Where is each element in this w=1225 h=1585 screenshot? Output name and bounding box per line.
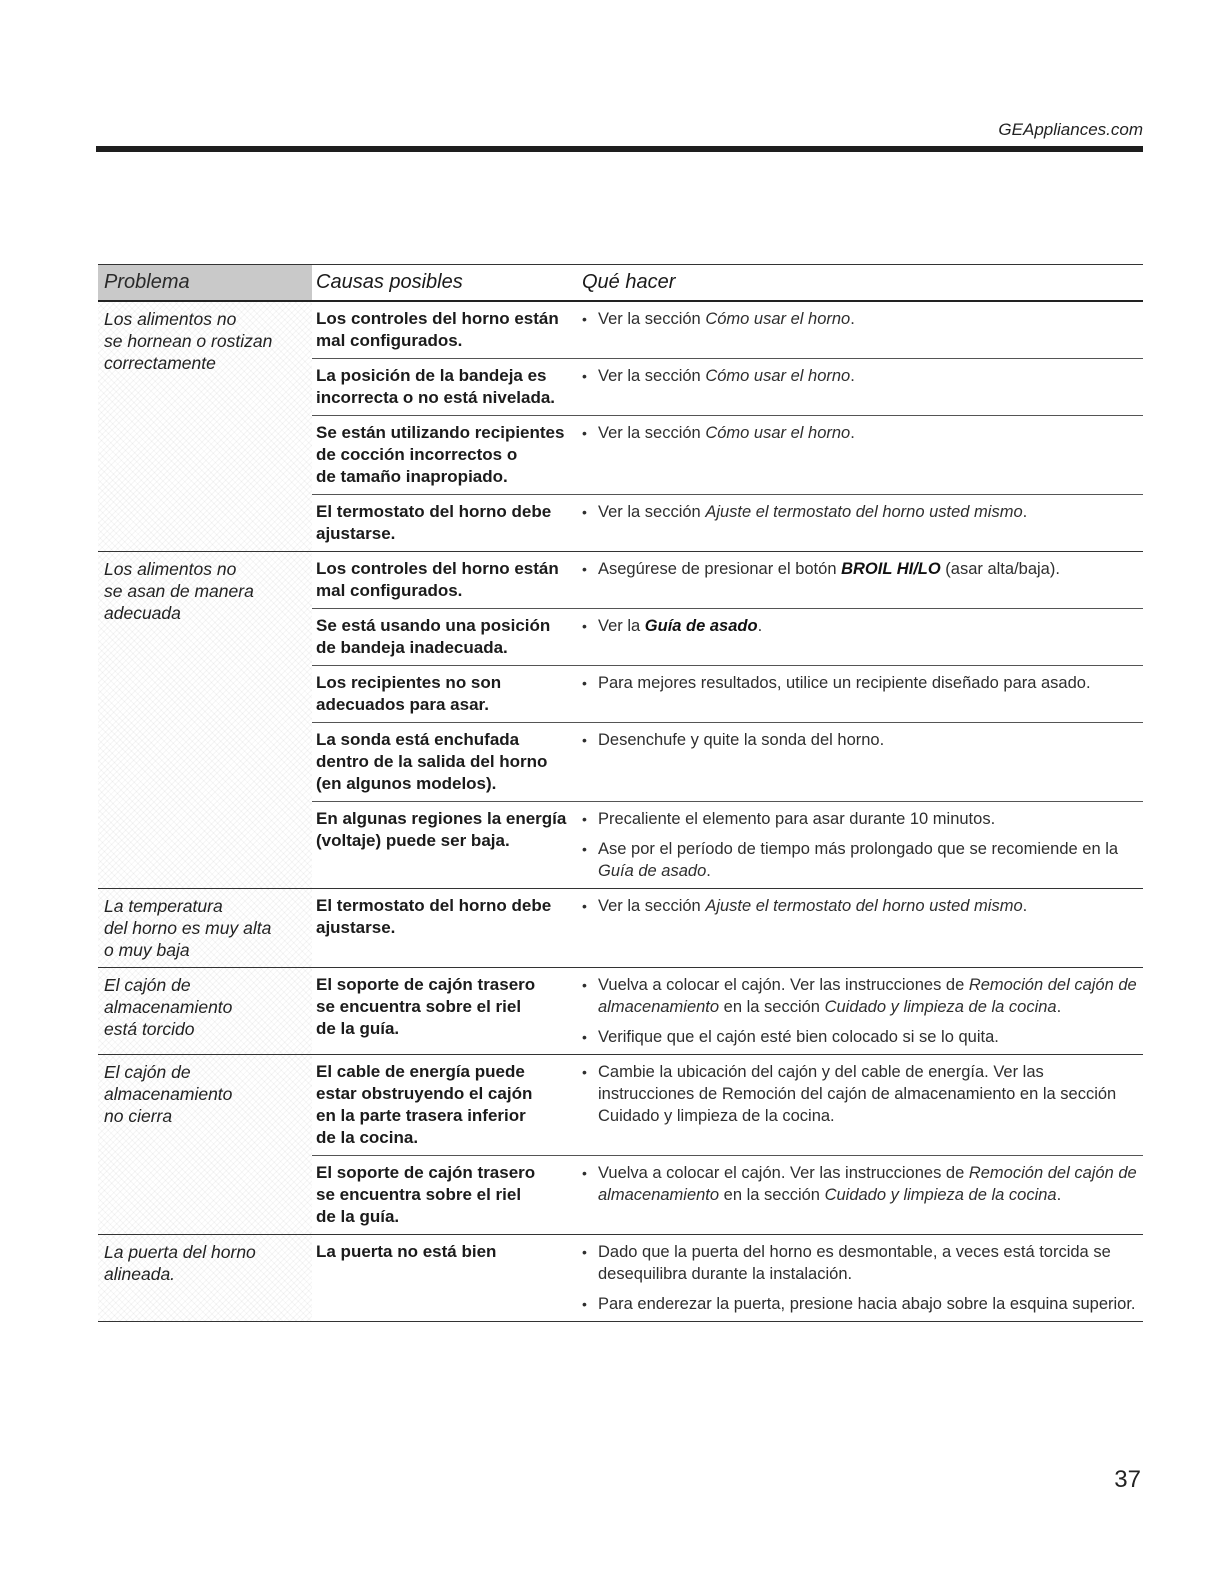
todo-text-part: Para enderezar la puerta, presione hacia abajo sobre la esquina superior. <box>598 1295 1136 1313</box>
todo-text-part: Remoción del cajón de almacenamiento <box>598 1164 1137 1204</box>
problem-group <box>98 968 1143 1055</box>
cause-rows <box>312 1055 1143 1234</box>
column-header-causes: Causas posibles <box>316 271 463 293</box>
problem-text: se asan de manera <box>104 581 254 601</box>
cause-cell <box>312 1235 582 1321</box>
todo-text <box>598 615 762 637</box>
todo-text-part: Ver la sección <box>598 424 706 442</box>
todo-cell <box>582 416 1143 494</box>
todo-text-part: . <box>850 310 855 328</box>
cause-cell <box>312 802 582 888</box>
problem-cell <box>98 302 312 551</box>
todo-item <box>582 615 1139 637</box>
cause-text: En algunas regiones la energía <box>316 809 567 828</box>
problem-text: se hornean o rostizan <box>104 331 273 351</box>
bullet-icon: • <box>582 811 587 827</box>
cause-text: en la parte trasera inferior <box>316 1106 526 1125</box>
cause-text: de cocción incorrectos o <box>316 445 518 464</box>
bullet-icon: • <box>582 504 587 520</box>
todo-text-part: Guía de asado <box>644 617 758 635</box>
cause-cell <box>312 609 582 665</box>
todo-text-part: Cómo usar el horno <box>705 367 851 385</box>
todo-text-part: . <box>1022 897 1028 915</box>
problem-text: o muy baja <box>104 940 190 960</box>
cause-cell <box>312 495 582 551</box>
todo-item <box>582 1061 1139 1127</box>
todo-text-part: en la sección <box>719 998 825 1016</box>
cause-text: Se están utilizando recipientes <box>316 423 565 442</box>
table-row <box>312 358 1143 415</box>
todo-item <box>582 422 1139 444</box>
todo-text <box>598 501 1027 523</box>
cause-cell <box>312 968 582 1054</box>
todo-item <box>582 1241 1139 1285</box>
todo-text <box>598 895 1027 917</box>
troubleshooting-table <box>98 264 1143 1322</box>
todo-text <box>598 1293 1136 1315</box>
problem-cell <box>98 1055 312 1234</box>
todo-text-part: Ver la sección <box>598 503 706 521</box>
cause-text: La posición de la bandeja es <box>316 366 547 385</box>
todo-text-part: . <box>1056 998 1062 1016</box>
todo-cell <box>582 1156 1143 1234</box>
bullet-icon: • <box>582 977 587 993</box>
bullet-icon: • <box>582 732 587 748</box>
todo-item <box>582 1293 1139 1315</box>
problem-group <box>98 1055 1143 1235</box>
problem-text: La puerta del horno <box>104 1242 256 1262</box>
cause-text: Se está usando una posición <box>316 616 551 635</box>
todo-text <box>598 1241 1139 1285</box>
todo-text-part: Para mejores resultados, utilice un recipiente diseñado para asado. <box>598 674 1091 692</box>
todo-cell <box>582 552 1143 608</box>
cause-text: dentro de la salida del horno <box>316 752 548 771</box>
cause-rows <box>312 968 1143 1054</box>
cause-text: se encuentra sobre el riel <box>316 1185 522 1204</box>
cause-rows <box>312 302 1143 551</box>
todo-cell <box>582 1055 1143 1155</box>
table-row <box>312 665 1143 722</box>
table-row <box>312 1055 1143 1155</box>
todo-text-part: . <box>850 367 855 385</box>
table-body <box>98 302 1143 1322</box>
table-row <box>312 1155 1143 1234</box>
todo-text <box>598 308 855 330</box>
cause-text: El soporte de cajón trasero <box>316 1163 536 1182</box>
todo-text-part: Vuelva a colocar el cajón. Ver las instrucciones de <box>598 976 969 994</box>
bullet-icon: • <box>582 1296 587 1312</box>
todo-text-part: Ver la <box>598 617 645 635</box>
cause-cell <box>312 723 582 801</box>
bullet-icon: • <box>582 841 587 857</box>
cause-text: El soporte de cajón trasero <box>316 975 536 994</box>
todo-text-part: . <box>1056 1186 1062 1204</box>
table-row <box>312 968 1143 1054</box>
table-header <box>98 264 1143 302</box>
cause-text: El cable de energía puede <box>316 1062 525 1081</box>
problem-text: El cajón de <box>104 1062 191 1082</box>
todo-item <box>582 895 1139 917</box>
cause-text: de tamaño inapropiado. <box>316 467 508 486</box>
todo-cell <box>582 609 1143 665</box>
cause-cell <box>312 359 582 415</box>
site-url: GEAppliances.com <box>998 120 1143 139</box>
todo-item <box>582 501 1139 523</box>
problem-text: correctamente <box>104 353 216 373</box>
bullet-icon: • <box>582 1029 587 1045</box>
todo-cell <box>582 495 1143 551</box>
bullet-icon: • <box>582 561 587 577</box>
todo-item <box>582 365 1139 387</box>
todo-text-part: Vuelva a colocar el cajón. Ver las instrucciones de <box>598 1164 969 1182</box>
todo-text-part: Ver la sección <box>598 897 706 915</box>
problem-text: almacenamiento <box>104 997 233 1017</box>
todo-cell <box>582 968 1143 1054</box>
todo-text-part: Ase por el período de tiempo más prolongado que se recomiende en la <box>598 840 1119 858</box>
cause-text: de bandeja inadecuada. <box>316 638 508 657</box>
todo-text-part: . <box>850 424 855 442</box>
todo-text-part: Cómo usar el horno <box>705 424 851 442</box>
todo-cell <box>582 802 1143 888</box>
problem-text: no cierra <box>104 1106 173 1126</box>
cause-cell <box>312 889 582 945</box>
page-number: 37 <box>1114 1466 1141 1493</box>
todo-cell <box>582 889 1143 945</box>
problem-group <box>98 302 1143 552</box>
cause-text: estar obstruyendo el cajón <box>316 1084 533 1103</box>
todo-text-part: . <box>1022 503 1028 521</box>
cause-text: La puerta no está bien <box>316 1242 497 1261</box>
todo-item <box>582 808 1139 830</box>
problem-cell <box>98 889 312 967</box>
bullet-icon: • <box>582 425 587 441</box>
todo-text-part: Verifique que el cajón esté bien colocado si se lo quita. <box>598 1028 999 1046</box>
todo-text-part: Desenchufe y quite la sonda del horno. <box>598 731 885 749</box>
problem-text: adecuada <box>104 603 181 623</box>
cause-text: adecuados para asar. <box>316 695 489 714</box>
cause-text: de la cocina. <box>316 1128 419 1147</box>
problem-cell <box>98 1235 312 1321</box>
cause-text: (en algunos modelos). <box>316 774 497 793</box>
problem-cell <box>98 968 312 1054</box>
cause-text: Los controles del horno están <box>316 559 559 578</box>
todo-text <box>598 558 1060 580</box>
todo-item <box>582 558 1139 580</box>
cause-cell <box>312 1055 582 1155</box>
todo-text <box>598 365 855 387</box>
problem-group <box>98 1235 1143 1322</box>
cause-cell <box>312 416 582 494</box>
table-row <box>312 801 1143 888</box>
cause-text: mal configurados. <box>316 581 463 600</box>
todo-cell <box>582 666 1143 722</box>
todo-cell <box>582 723 1143 801</box>
cause-text: Los recipientes no son <box>316 673 502 692</box>
bullet-icon: • <box>582 618 587 634</box>
problem-group <box>98 552 1143 889</box>
cause-cell <box>312 552 582 608</box>
todo-text-part: Cuidado y limpieza de la cocina <box>824 1186 1057 1204</box>
todo-item <box>582 1026 1139 1048</box>
todo-text-part: BROIL HI/LO <box>841 560 941 578</box>
todo-text <box>598 1162 1139 1206</box>
cause-text: se encuentra sobre el riel <box>316 997 522 1016</box>
cause-cell <box>312 302 582 358</box>
bullet-icon: • <box>582 1244 587 1260</box>
table-row <box>312 552 1143 608</box>
problem-text: alineada. <box>104 1264 176 1284</box>
bullet-icon: • <box>582 1165 587 1181</box>
todo-item <box>582 838 1139 882</box>
bullet-icon: • <box>582 675 587 691</box>
todo-text-part: (asar alta/baja). <box>940 560 1060 578</box>
todo-text-part: Cuidado y limpieza de la cocina <box>824 998 1057 1016</box>
todo-item <box>582 729 1139 751</box>
todo-text-part: Guía de asado <box>598 862 707 880</box>
todo-text-part: Ver la sección <box>598 367 706 385</box>
todo-text-part: Ver la sección <box>598 310 706 328</box>
column-header-problem: Problema <box>98 265 312 300</box>
column-header-todo: Qué hacer <box>582 271 676 293</box>
todo-cell <box>582 302 1143 358</box>
todo-text <box>598 422 855 444</box>
problem-group <box>98 889 1143 968</box>
problem-text: La temperatura <box>104 896 223 916</box>
todo-text <box>598 1026 999 1048</box>
cause-text: de la guía. <box>316 1019 400 1038</box>
table-row <box>312 889 1143 945</box>
bullet-icon: • <box>582 1064 587 1080</box>
todo-text <box>598 1061 1139 1127</box>
bullet-icon: • <box>582 898 587 914</box>
todo-text-part: en la sección <box>719 1186 825 1204</box>
cause-cell <box>312 1156 582 1234</box>
cause-text: mal configurados. <box>316 331 463 350</box>
todo-item <box>582 672 1139 694</box>
todo-text-part: . <box>757 617 763 635</box>
cause-text: ajustarse. <box>316 524 396 543</box>
cause-text: El termostato del horno debe <box>316 896 552 915</box>
todo-text-part: Dado que la puerta del horno es desmontable, a veces está torcida se desequilibra durante la instalación. <box>598 1243 1111 1283</box>
cause-rows <box>312 552 1143 888</box>
table-row <box>312 302 1143 358</box>
header-rule <box>96 146 1143 152</box>
problem-text: El cajón de <box>104 975 191 995</box>
todo-text <box>598 808 995 830</box>
todo-text-part: Ajuste el termostato del horno usted mismo <box>705 897 1023 915</box>
todo-text-part: Cómo usar el horno <box>705 310 851 328</box>
table-row <box>312 608 1143 665</box>
table-row <box>312 494 1143 551</box>
todo-text <box>598 838 1139 882</box>
todo-text-part: Ajuste el termostato del horno usted mismo <box>705 503 1023 521</box>
cause-text: La sonda está enchufada <box>316 730 520 749</box>
todo-text <box>598 672 1091 694</box>
todo-text-part: Precaliente el elemento para asar durante 10 minutos. <box>598 810 996 828</box>
todo-text-part: . <box>706 862 711 880</box>
todo-item <box>582 974 1139 1018</box>
cause-cell <box>312 666 582 722</box>
todo-item <box>582 308 1139 330</box>
cause-text: El termostato del horno debe <box>316 502 552 521</box>
todo-text-part: Remoción del cajón de almacenamiento <box>598 976 1137 1016</box>
bullet-icon: • <box>582 311 587 327</box>
problem-text: almacenamiento <box>104 1084 233 1104</box>
todo-item <box>582 1162 1139 1206</box>
bullet-icon: • <box>582 368 587 384</box>
cause-rows <box>312 1235 1143 1321</box>
cause-text: (voltaje) puede ser baja. <box>316 831 510 850</box>
todo-text <box>598 729 884 751</box>
todo-cell <box>582 359 1143 415</box>
todo-text-part: Cambie la ubicación del cajón y del cable de energía. Ver las instrucciones de Remoción del cajón de almacenamiento en la sección Cuidado y limpieza de la cocina. <box>598 1063 1117 1125</box>
todo-text-part: Asegúrese de presionar el botón <box>598 560 842 578</box>
problem-text: Los alimentos no <box>104 559 237 579</box>
table-row <box>312 722 1143 801</box>
problem-text: Los alimentos no <box>104 309 237 329</box>
table-row <box>312 1235 1143 1321</box>
todo-cell <box>582 1235 1143 1321</box>
cause-text: de la guía. <box>316 1207 400 1226</box>
problem-text: está torcido <box>104 1019 195 1039</box>
todo-text <box>598 974 1139 1018</box>
cause-text: ajustarse. <box>316 918 396 937</box>
table-row <box>312 415 1143 494</box>
problem-cell <box>98 552 312 888</box>
cause-rows <box>312 889 1143 967</box>
cause-text: Los controles del horno están <box>316 309 559 328</box>
problem-text: del horno es muy alta <box>104 918 272 938</box>
cause-text: incorrecta o no está nivelada. <box>316 388 556 407</box>
